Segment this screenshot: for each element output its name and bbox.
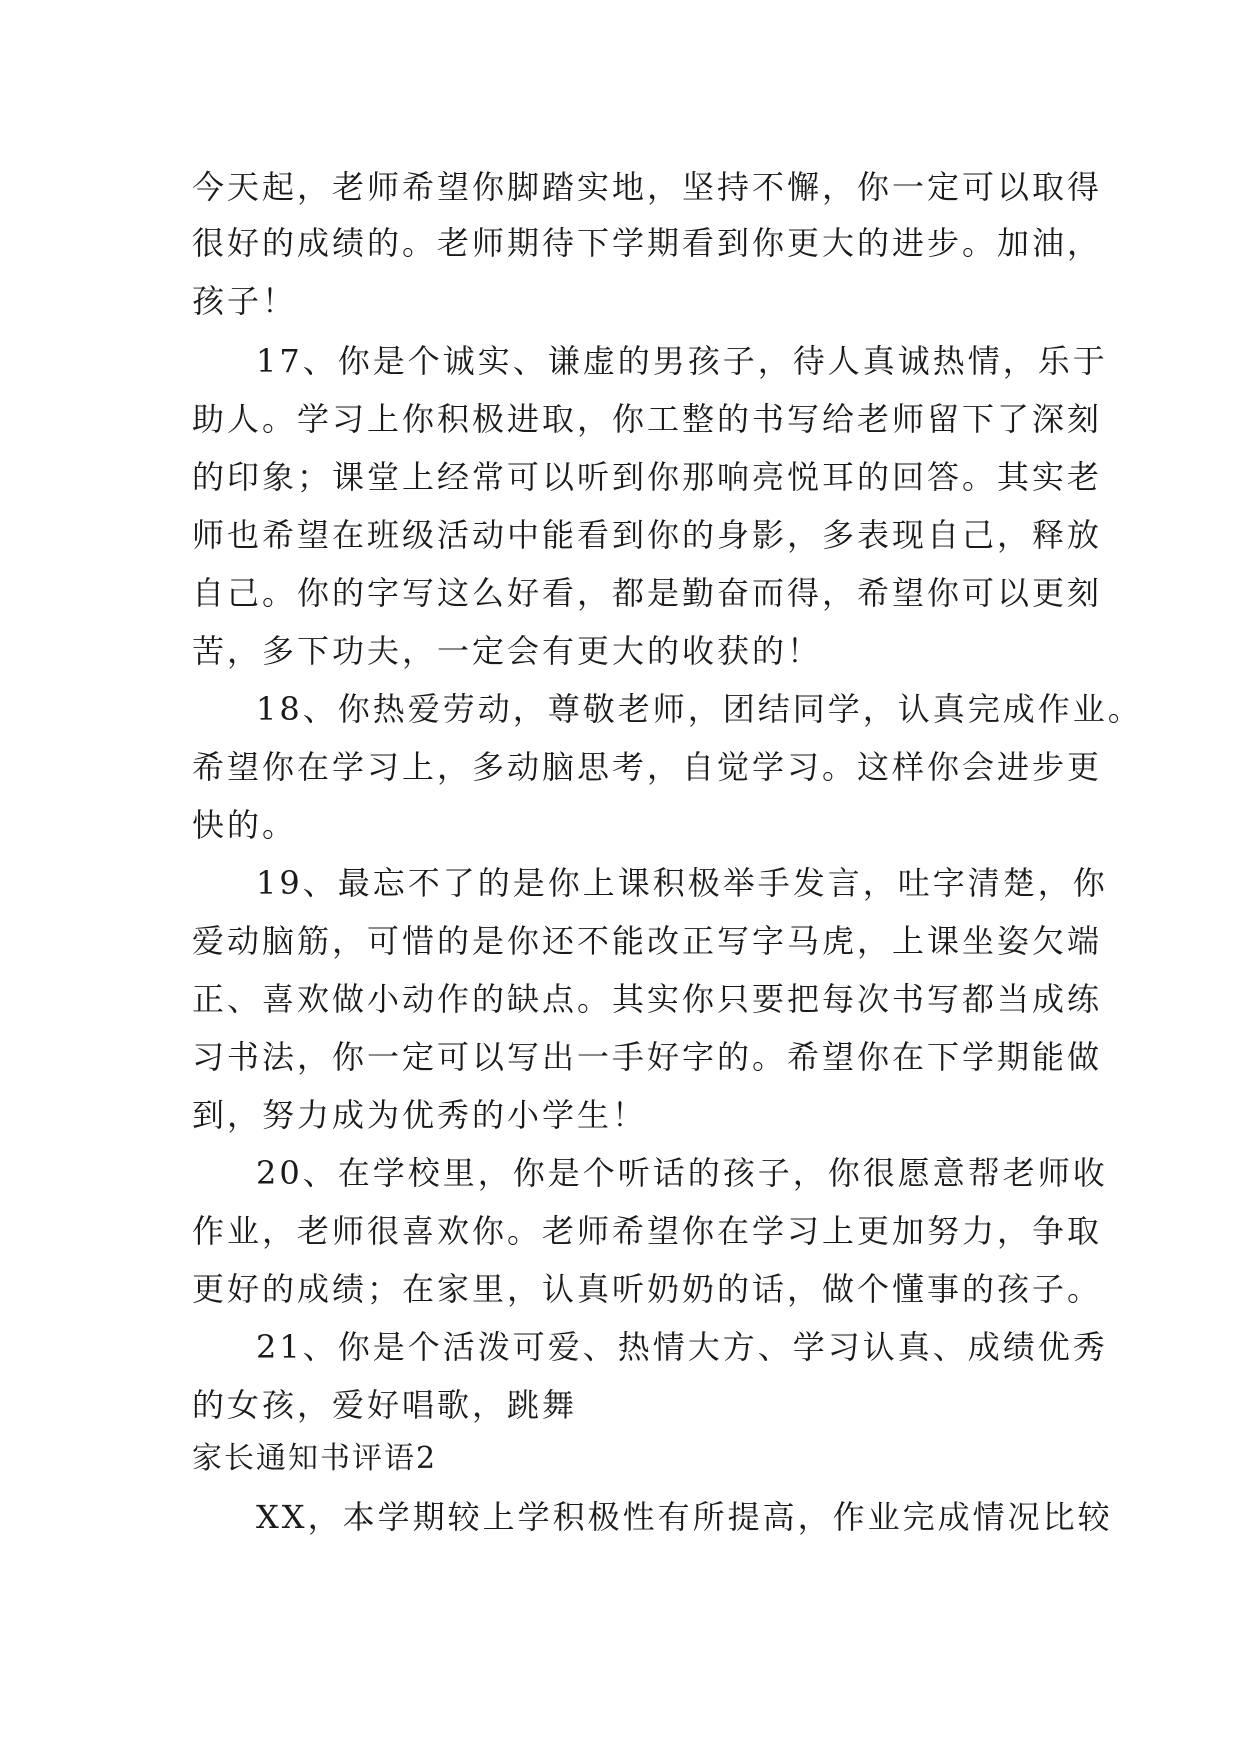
text-line: 苦，多下功夫，一定会有更大的收获的！ [192, 632, 823, 670]
text-line: 很好的成绩的。老师期待下学期看到你更大的进步。加油， [192, 224, 1103, 262]
text-line: 今天起，老师希望你脚踏实地，坚持不懈，你一定可以取得 [192, 168, 1103, 206]
text-line: 快的。 [192, 806, 298, 844]
text-line: 的印象；课堂上经常可以听到你那响亮悦耳的回答。其实老 [192, 458, 1103, 496]
text-line: 自己。你的字写这么好看，都是勤奋而得，希望你可以更刻 [192, 574, 1103, 612]
text-line: 习书法，你一定可以写出一手好字的。希望你在下学期能做 [192, 1038, 1103, 1076]
text-line: 到，努力成为优秀的小学生！ [192, 1096, 648, 1134]
section-paragraph-start: XX，本学期较上学积极性有所提高，作业完成情况比较 [256, 1498, 1113, 1536]
paragraph-18-start: 18、你热爱劳动，尊敬老师，团结同学，认真完成作业。 [256, 690, 1143, 728]
text-line: 正、喜欢做小动作的缺点。其实你只要把每次书写都当成练 [192, 980, 1103, 1018]
paragraph-17-start: 17、你是个诚实、谦虚的男孩子，待人真诚热情，乐于 [256, 342, 1108, 380]
text-line: 孩子！ [192, 282, 298, 320]
text-line: 作业，老师很喜欢你。老师希望你在学习上更加努力，争取 [192, 1212, 1103, 1250]
text-line: 助人。学习上你积极进取，你工整的书写给老师留下了深刻 [192, 400, 1103, 438]
paragraph-20-start: 20、在学校里，你是个听话的孩子，你很愿意帮老师收 [256, 1154, 1108, 1192]
section-heading: 家长通知书评语2 [192, 1441, 438, 1476]
text-line: 的女孩，爱好唱歌，跳舞 [192, 1386, 578, 1424]
text-line: 爱动脑筋，可惜的是你还不能改正写字马虎，上课坐姿欠端 [192, 922, 1103, 960]
text-line: 更好的成绩；在家里，认真听奶奶的话，做个懂事的孩子。 [192, 1270, 1103, 1308]
paragraph-21-start: 21、你是个活泼可爱、热情大方、学习认真、成绩优秀 [256, 1328, 1108, 1366]
text-line: 师也希望在班级活动中能看到你的身影，多表现自己，释放 [192, 516, 1103, 554]
text-line: 希望你在学习上，多动脑思考，自觉学习。这样你会进步更 [192, 748, 1103, 786]
paragraph-19-start: 19、最忘不了的是你上课积极举手发言，吐字清楚，你 [256, 864, 1108, 902]
